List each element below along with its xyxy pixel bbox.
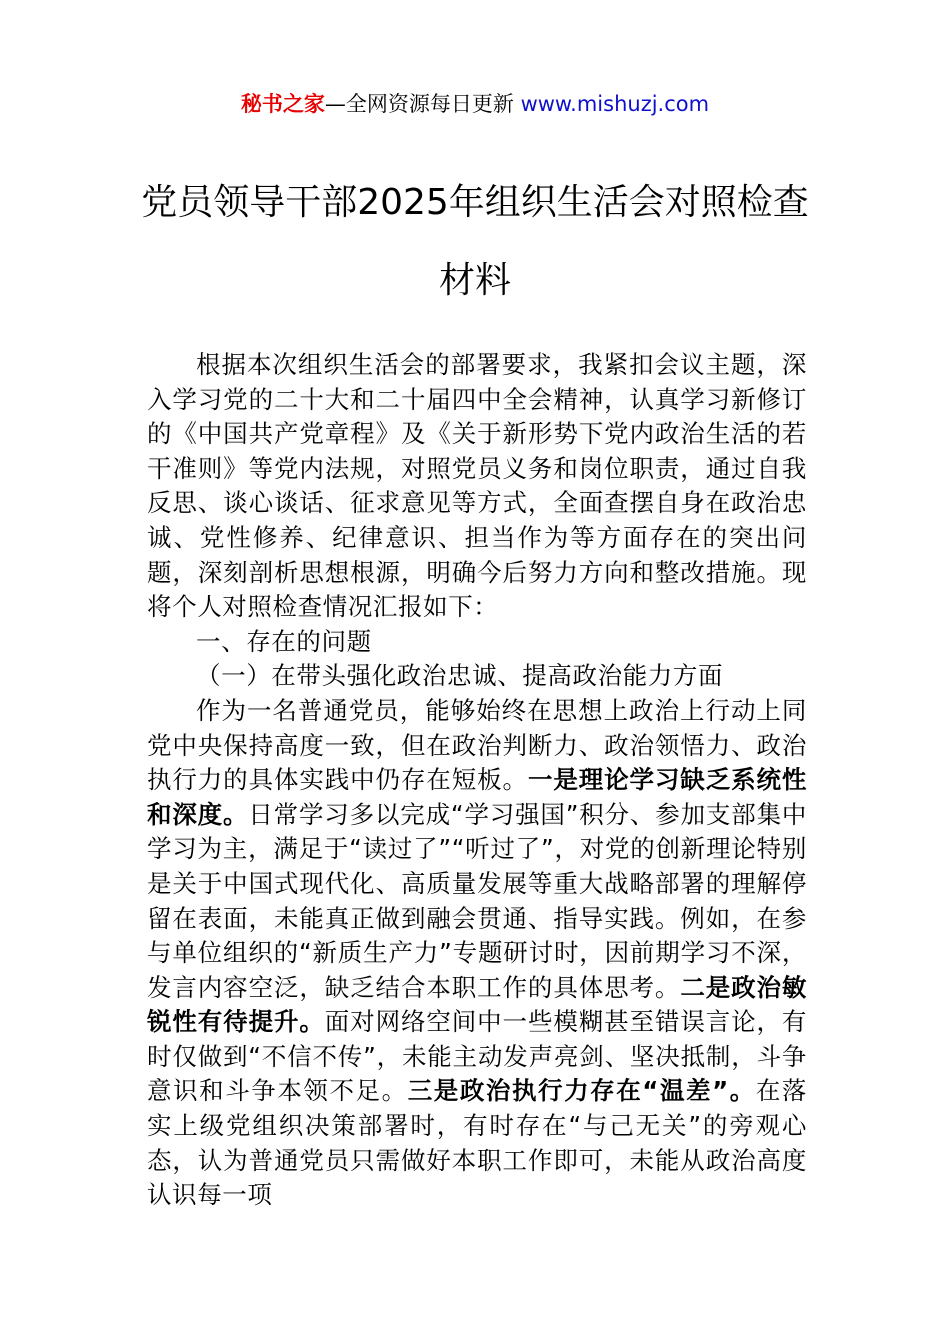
intro-paragraph: 根据本次组织生活会的部署要求，我紧扣会议主题，深入学习党的二十大和二十届四中全会精神，认真学习新修订的《中国共产党章程》及《关于新形势下党内政治生活的若干准则》等党内法规，对照党员义务和岗位职责，通过自我反思、谈心谈话、征求意见等方式，全面查摆自身在政治忠诚、党性修养、纪律意识、担当作为等方面存在的突出问题，深刻剖析思想根源，明确今后努力方向和整改措施。现将个人对照检查情况汇报如下： [147, 350, 807, 622]
bold-point-3: 三是政治执行力存在“温差”。 [407, 1076, 756, 1106]
paragraph-text: 在落实上级党组织决策部署时，有时存在“与己无关”的旁观心态，认为普通党员只需做好本职工作即可，未能从政治高度认识每一项 [147, 1076, 808, 1210]
bold-point-1: 一是理论学习缺乏系统性和深度。 [147, 765, 807, 829]
section-heading: 一、存在的问题 [196, 626, 372, 656]
problem-paragraph [147, 694, 807, 1213]
subsection-heading: （一）在带头强化政治忠诚、提高政治能力方面 [196, 661, 724, 691]
site-header [0, 88, 950, 120]
document-body [147, 348, 807, 1213]
title-line-1: 党员领导干部2025年组织生活会对照检查 [141, 182, 809, 223]
title-line-2: 材料 [438, 260, 511, 301]
site-name: 秘书之家 [240, 92, 325, 116]
site-url-link[interactable]: www.mishuzj.com [520, 92, 710, 116]
bold-point-2: 二是政治敏锐性有待提升。 [147, 972, 807, 1037]
site-tagline: —全网资源每日更新 [324, 92, 521, 116]
paragraph-text: 作为一名普通党员，能够始终在思想上政治上行动上同党中央保持高度一致，但在政治判断力、政治领悟力、政治执行力的具体实践中仍存在短板。 [147, 695, 807, 795]
paragraph-text: 日常学习多以完成“学习强国”积分、参加支部集中学习为主，满足于“读过了”“听过了”，对党的创新理论特别是关于中国式现代化、高质量发展等重大战略部署的理解停留在表面，未能真正做到融会贯通、指导实践。例如，在参与单位组织的“新质生产力”专题研讨时，因前期学习不深，发言内容空泛，缺乏结合本职工作的具体思考。 [147, 799, 807, 1002]
document-title [0, 164, 950, 320]
paragraph-text: 面对网络空间中一些模糊甚至错误言论，有时仅做到“不信不传”，未能主动发声亮剑、坚决抵制，斗争意识和斗争本领不足。 [147, 1007, 808, 1106]
